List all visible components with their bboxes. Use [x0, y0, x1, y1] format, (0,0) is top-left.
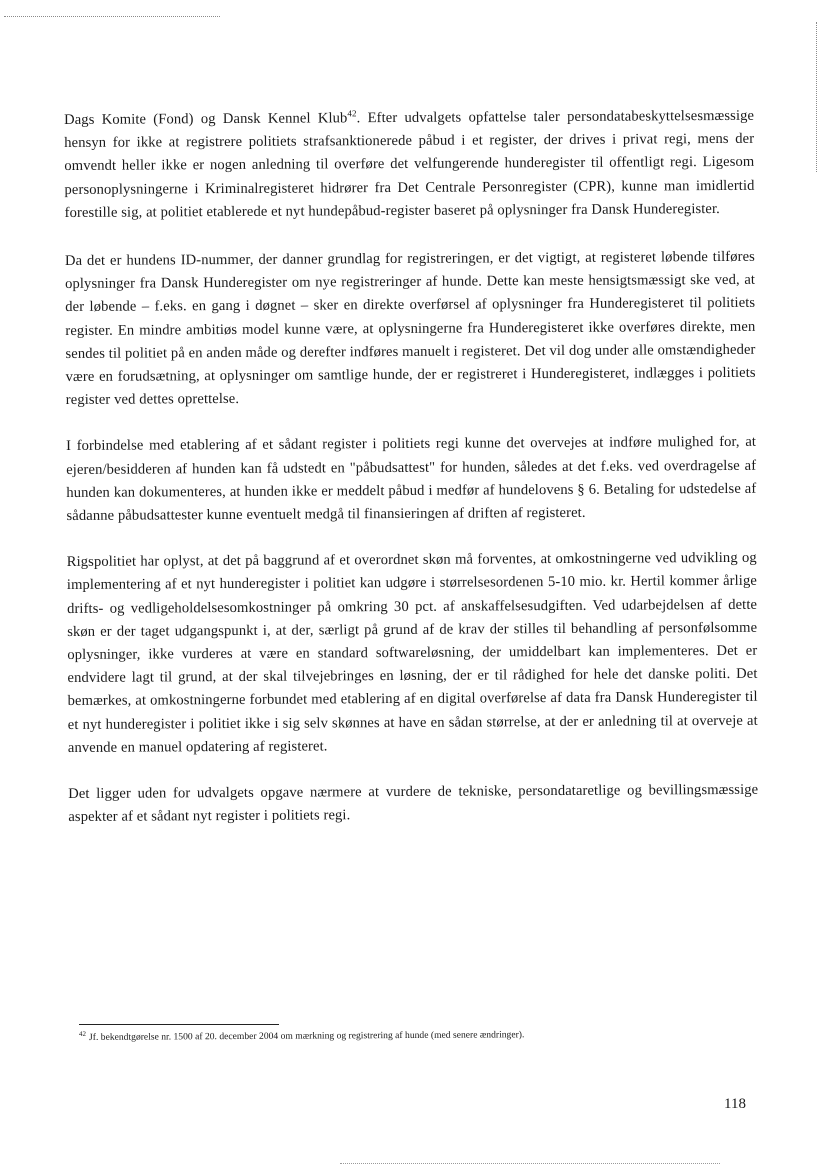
- paragraph-1-end: . Efter udvalgets opfattelse taler persondatabeskyttelsesmæssige hensyn for ikke at registrere politiets strafsanktionerede påbud i et register, der drives i privat regi, mens der omvendt heller ikke er nogen anledning til overføre det velfungerende hunderegister til offentligt regi. Ligesom personoplysningerne i Kriminalregisteret hidrører fra Det Centrale Personregister (CPR), kunne man imidlertid forestille sig, at politiet etablerede et nyt hundepåbud-register baseret på oplysninger fra Dansk Hunderegister.: [64, 107, 755, 221]
- scan-artifact-top: [4, 16, 220, 17]
- footnote-reference: 42: [347, 108, 357, 119]
- paragraph-1-start: Dags Komite (Fond) og Dansk Kennel Klub: [64, 110, 348, 128]
- footnote-text: Jf. bekendtgørelse nr. 1500 af 20. december 2004 om mærkning og registrering af hunde (med senere ændringer).: [89, 1029, 525, 1043]
- paragraph-2: Da det er hundens ID-nummer, der danner grundlag for registreringen, er det vigtigt, at registeret løbende tilføres oplysninger fra Dansk Hunderegister om nye registreringer af hunde. Dette kan meste hensigtsmæssigt ske ved, at der løbende – f.eks. en gang i døgnet – sker en direkte overførsel af oplysninger fra Hunderegisteret til politiets register. En mindre ambitiøs model kunne være, at oplysningerne fra Hunderegisteret ikke overføres direkte, men sendes til politiet på en anden måde og derefter indføres manuelt i registeret. Det vil dog under alle omstændigheder være en forudsætning, at oplysninger om samtlige hunde, der er registreret i Hunderegisteret, indlægges i politiets register ved dettes oprettelse.: [64, 248, 756, 409]
- footnote: [79, 1027, 769, 1044]
- paragraph-4: Rigspolitiet har oplyst, at det på baggrund af et overordnet skøn må forventes, at omkostningerne ved udvikling og implementering af et nyt hunderegister i politiet kan udgøre i størrelsesordenen 5-10 mio. kr. Hertil kommer årlige drifts- og vedligeholdelsesomkostninger på omkring 30 pct. af anskaffelsesudgiften. Ved udarbejdelsen af dette skøn er der taget udgangspunkt i, at der, særligt på grund af de krav der stilles til behandling af personfølsomme oplysninger, ikke vurderes at være en standard softwareløsning, der umiddelbart kan implementeres. Det er endvidere lagt til grund, at der skal tilvejebringes en løsning, der er til rådighed for hele det danske politi. Det bemærkes, at omkostningerne forbundet med etablering af en digital overførelse af data fra Dansk Hunderegister til et nyt hunderegister i politiet ikke i sig selv skønnes at have en sådan størrelse, at der er anledning til at overveje at anvende en manuel opdatering af registeret.: [66, 550, 758, 756]
- body-text: [64, 105, 759, 853]
- paragraph-1: [64, 105, 755, 225]
- scan-artifact-right: [816, 22, 817, 172]
- footnote-divider: [79, 1024, 279, 1025]
- paragraph-5: Det ligger uden for udvalgets opgave nærmere at vurdere de tekniske, persondataretlige og bevillingsmæssige aspekter af et sådant nyt register i politiets regi.: [68, 781, 759, 826]
- page-number: 118: [724, 1096, 746, 1112]
- scan-artifact-bottom: [340, 1163, 720, 1164]
- footnote-number: 42: [78, 1029, 87, 1038]
- paragraph-3: I forbindelse med etablering af et sådant register i politiets regi kunne det overvejes at indføre mulighed for, at ejeren/besidderen af hunden kan få udstedt en "påbudsattest" for hunden, således at det f.eks. ved overdragelse af hunden kan dokumenteres, at hunden ikke er meddelt påbud i medfør af hundelovens § 6. Betaling for udstedelse af sådanne påbudsattester kunne eventuelt medgå til finansieringen af driften af registeret.: [66, 434, 757, 525]
